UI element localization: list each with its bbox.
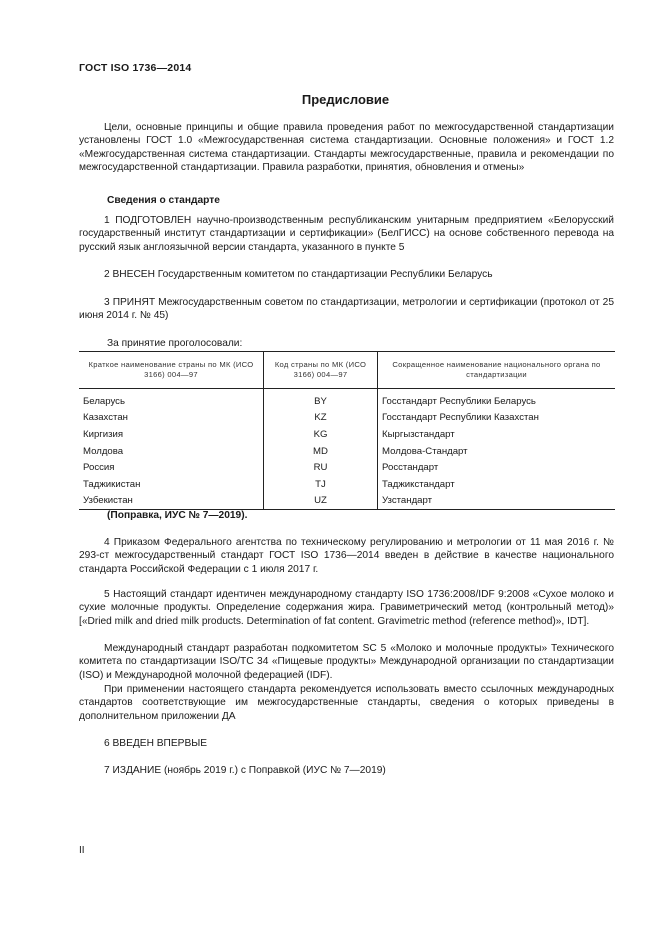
item-5-usage-paragraph: При применении настоящего стандарта рекомендуется использовать вместо ссылочных международных стандартов соответствующие им межгосударственные стандарты, сведения о которых приведены в дополнительном приложении ДА (79, 684, 614, 722)
code-cell: RU (264, 459, 378, 476)
body-cell: Узстандарт (378, 493, 616, 510)
section-heading: Сведения о стандарте (107, 195, 220, 206)
table-row (79, 459, 615, 476)
body-cell: Кыргызстандарт (378, 426, 616, 443)
country-cell: Таджикистан (83, 478, 141, 490)
table-row (79, 476, 615, 493)
code-cell: TJ (264, 476, 378, 493)
column-header-code: Код страны по МК (ИСО 3166) 004—97 (264, 352, 378, 389)
body-cell: Молдова-Стандарт (378, 443, 616, 460)
item-3-paragraph: 3 ПРИНЯТ Межгосударственным советом по стандартизации, метрологии и сертификации (протокол от 25 июня 2014 г. № 45) (79, 297, 614, 322)
item-4-paragraph: 4 Приказом Федерального агентства по техническому регулированию и метрологии от 11 мая 2016 г. № 293-ст межгосударственный стандарт ГОСТ ISO 1736—2014 введен в действие в качестве национального стандарта Российской Федерации с 1 июля 2017 г. (79, 537, 614, 575)
item-7-paragraph: 7 ИЗДАНИЕ (ноябрь 2019 г.) с Поправкой (ИУС № 7—2019) (104, 765, 386, 776)
code-cell: MD (264, 443, 378, 460)
code-cell: KG (264, 426, 378, 443)
body-cell: Росстандарт (378, 459, 616, 476)
column-header-country: Краткое наименование страны по МК (ИСО 3166) 004—97 (79, 352, 264, 389)
item-1-paragraph: 1 ПОДГОТОВЛЕН научно-производственным республиканским унитарным предприятием «Белорусский государственный институт стандартизации и сертификации» (БелГИСС) на основе собственного перевода на русский язык англоязычной версии стандарта, указанного в пункте 5 (79, 215, 614, 253)
country-cell: Узбекистан (79, 493, 264, 510)
country-cell: Беларусь (83, 395, 125, 407)
table-row (79, 410, 615, 427)
page-number: II (79, 845, 85, 856)
page-title: Предисловие (301, 92, 390, 107)
intro-paragraph: Цели, основные принципы и общие правила проведения работ по межгосударственной стандартизации установлены ГОСТ 1.0 «Межгосударственная система стандартизации. Основные положения» и ГОСТ 1.2 «Межгосударственная система стандартизации. Стандарты межгосударственные, правила и рекомендации по межгосударственной стандартизации. Правила разработки, принятия, обновления и отмены» (79, 122, 614, 174)
table-row (79, 426, 615, 443)
item-5-paragraph: 5 Настоящий стандарт идентичен международному стандарту ISO 1736:2008/IDF 9:2008 «Сухое молоко и сухие молочные продукты. Определение содержания жира. Гравиметрический метод (контрольный метод)» [«Dried milk and dried milk products. Determination of fat content. Gravimetric method (reference method)», IDT]. (79, 589, 614, 627)
body-cell: Таджикстандарт (378, 476, 616, 493)
table-row (79, 443, 615, 460)
table-row (79, 389, 615, 410)
amendment-note: (Поправка, ИУС № 7—2019). (107, 510, 248, 521)
column-header-body: Сокращенное наименование национального органа по стандартизации (378, 352, 616, 389)
country-cell: Киргизия (83, 428, 124, 440)
voting-table (79, 351, 615, 510)
vote-intro: За принятие проголосовали: (107, 338, 243, 349)
body-cell: Госстандарт Республики Казахстан (378, 410, 616, 427)
document-header: ГОСТ ISO 1736—2014 (79, 62, 192, 74)
country-cell: Россия (83, 462, 115, 474)
body-cell: Госстандарт Республики Беларусь (378, 389, 616, 410)
item-5-subcommittee-paragraph: Международный стандарт разработан подкомитетом SC 5 «Молоко и молочные продукты» Технического комитета по стандартизации ISO/TC 34 «Пищевые продукты» Международной организации по стандартизации (ISO) и Международной молочной федерацией (IDF). (79, 643, 614, 681)
country-cell: Казахстан (83, 412, 128, 424)
table-header-row (79, 352, 615, 389)
table-row (79, 493, 615, 510)
country-cell: Молдова (83, 445, 124, 457)
item-2-paragraph: 2 ВНЕСЕН Государственным комитетом по стандартизации Республики Беларусь (104, 269, 493, 280)
code-cell: UZ (264, 493, 378, 510)
code-cell: KZ (264, 410, 378, 427)
item-6-paragraph: 6 ВВЕДЕН ВПЕРВЫЕ (104, 738, 208, 749)
code-cell: BY (264, 389, 378, 410)
